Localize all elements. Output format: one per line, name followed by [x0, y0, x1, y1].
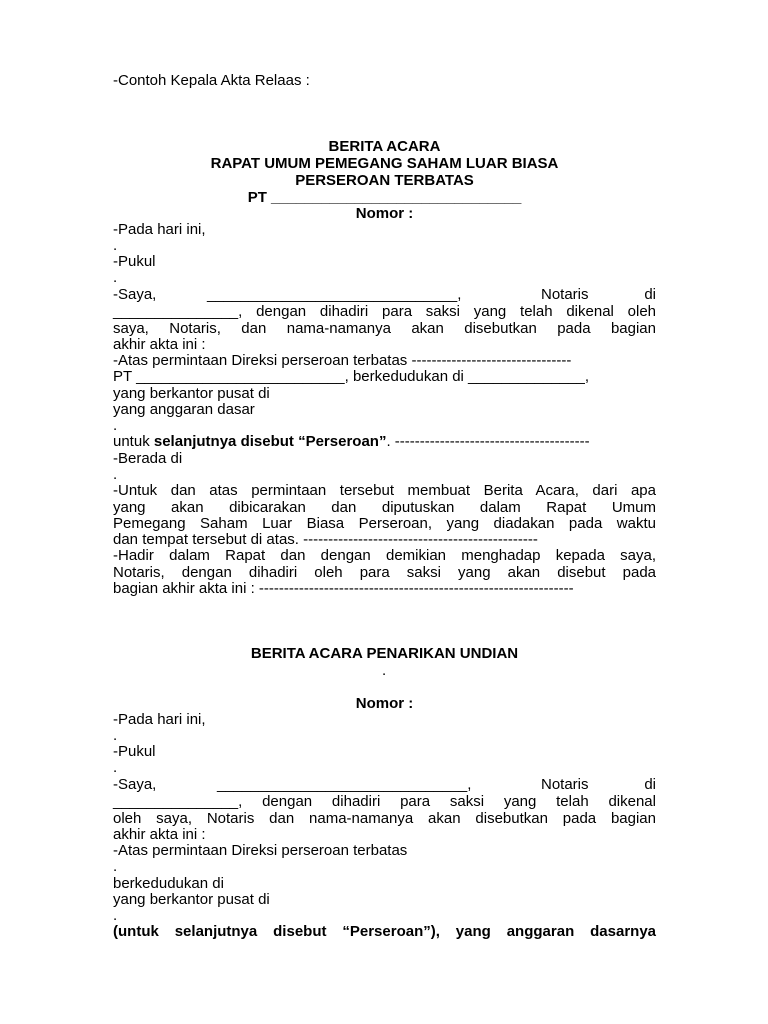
- section2-notaris: Notaris: [541, 776, 589, 793]
- section1-line-13: dan tempat tersebut di atas. -----------------------------------------------: [113, 531, 538, 548]
- section1-title-2: RAPAT UMUM PEMEGANG SAHAM LUAR BIASA: [210, 155, 559, 172]
- section1-line-5: PT _________________________, berkedudukan di ______________,: [113, 368, 590, 385]
- section1-line-6: yang berkantor pusat di: [113, 385, 270, 402]
- section1-line-1: _______________, dengan dihadiri para saksi yang telah dikenal oleh: [113, 303, 656, 320]
- section1-line-8: [113, 433, 656, 450]
- section1-title-1: BERITA ACARA: [328, 138, 441, 155]
- section2-di: di: [644, 776, 656, 793]
- section2-line-3: akhir akta ini :: [113, 826, 206, 843]
- section1-pada-hari: -Pada hari ini,: [113, 221, 206, 238]
- section2-pukul: -Pukul: [113, 743, 156, 760]
- section2-line-2: oleh saya, Notaris dan nama-namanya akan disebutkan pada bagian: [113, 810, 656, 827]
- section2-title: BERITA ACARA PENARIKAN UNDIAN: [250, 645, 519, 662]
- section2-saya-blank: ______________________________,: [217, 776, 472, 793]
- section1-pukul: -Pukul: [113, 253, 156, 270]
- section2-dot-2: .: [113, 759, 118, 776]
- section1-line-11: yang akan dibicarakan dan diputuskan dalam Rapat Umum: [113, 499, 656, 516]
- section2-line-6: yang berkantor pusat di: [113, 891, 270, 908]
- section1-line-9: -Berada di: [113, 450, 183, 467]
- section2-line-4: -Atas permintaan Direksi perseroan terbatas: [113, 842, 408, 859]
- section2-saya-label: -Saya,: [113, 776, 157, 793]
- section2-dot-3: .: [113, 858, 118, 875]
- section1-title-3: PERSEROAN TERBATAS: [295, 172, 474, 189]
- section1-perseroan-bold: selanjutnya disebut “Perseroan”: [153, 433, 387, 450]
- section1-line-14: -Hadir dalam Rapat dan dengan demikian menghadap kepada saya,: [113, 547, 656, 564]
- section1-pt-line: PT ______________________________: [247, 189, 522, 206]
- section2-line-1: _______________, dengan dihadiri para saksi yang telah dikenal: [113, 793, 656, 810]
- section2-line-5: berkedudukan di: [113, 875, 224, 892]
- section1-line-8-a: untuk: [113, 433, 154, 450]
- section1-line-15: Notaris, dengan dihadiri oleh para saksi yang akan disebut pada: [113, 564, 656, 581]
- section1-line-2: saya, Notaris, dan nama-namanya akan disebutkan pada bagian: [113, 320, 656, 337]
- section1-line-12: Pemegang Saham Luar Biasa Perseroan, yang diadakan pada waktu: [113, 515, 656, 532]
- section2-dot-1: .: [113, 727, 118, 744]
- section1-di: di: [644, 286, 656, 303]
- section1-saya-blank: ______________________________,: [207, 286, 462, 303]
- section1-dot-3: .: [113, 417, 118, 434]
- section1-line-8-c: . ---------------------------------------: [386, 433, 590, 450]
- section1-line-10: -Untuk dan atas permintaan tersebut membuat Berita Acara, dari apa: [113, 482, 656, 499]
- section2-nomor: Nomor :: [355, 695, 414, 712]
- section2-title-dot: .: [382, 662, 387, 679]
- section2-dot-4: .: [113, 907, 118, 924]
- section1-line-16: bagian akhir akta ini : ---------------------------------------------------------------: [113, 580, 574, 597]
- section1-line-3: akhir akta ini :: [113, 336, 206, 353]
- section2-pada-hari: -Pada hari ini,: [113, 711, 206, 728]
- section1-nomor: Nomor :: [355, 205, 414, 222]
- section1-dot-4: .: [113, 466, 118, 483]
- section1-line-7: yang anggaran dasar: [113, 401, 255, 418]
- section2-line-7: (untuk selanjutnya disebut “Perseroan”), yang anggaran dasarnya: [113, 923, 656, 940]
- section1-dot-2: .: [113, 269, 118, 286]
- section1-line-4: -Atas permintaan Direksi perseroan terbatas --------------------------------: [113, 352, 572, 369]
- section1-notaris: Notaris: [541, 286, 589, 303]
- intro-line: -Contoh Kepala Akta Relaas :: [113, 72, 310, 89]
- section1-saya-label: -Saya,: [113, 286, 157, 303]
- section1-dot-1: .: [113, 237, 118, 254]
